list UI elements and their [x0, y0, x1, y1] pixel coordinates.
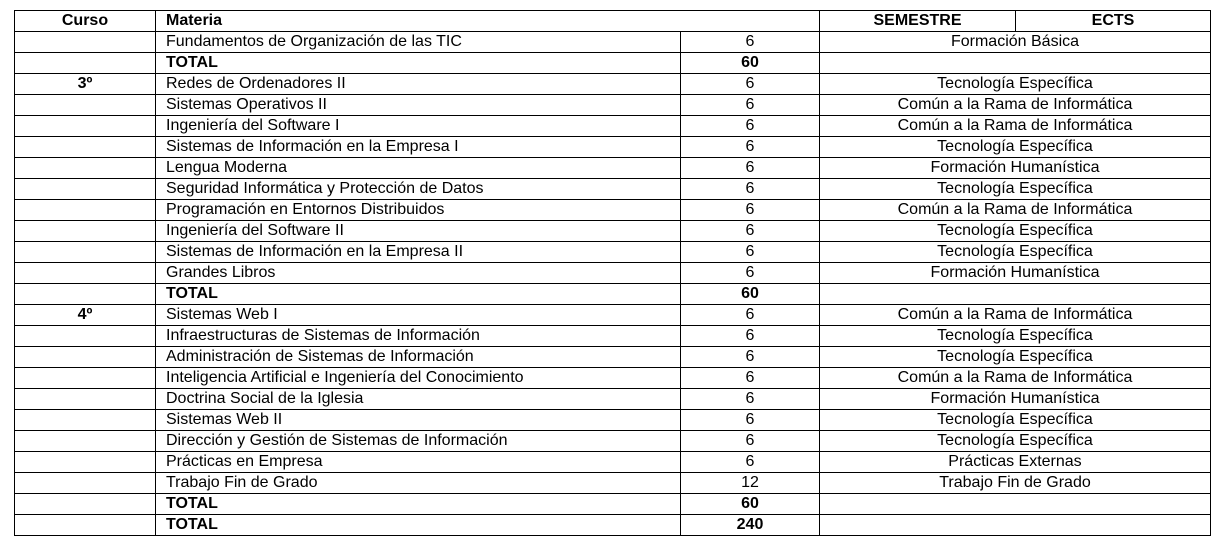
- curriculum-table: [14, 10, 1211, 536]
- cell-curso: [15, 347, 156, 368]
- cell-tipo: [820, 284, 1211, 305]
- cell-tipo: Común a la Rama de Informática: [820, 305, 1211, 326]
- cell-curso: [15, 431, 156, 452]
- table-row: [15, 74, 1211, 95]
- cell-curso: [15, 284, 156, 305]
- table-row: [15, 410, 1211, 431]
- cell-materia: Dirección y Gestión de Sistemas de Información: [156, 431, 681, 452]
- cell-ects: 60: [681, 494, 820, 515]
- cell-tipo: Tecnología Específica: [820, 431, 1211, 452]
- header-row: [15, 11, 1211, 32]
- cell-materia: Ingeniería del Software II: [156, 221, 681, 242]
- table-row: [15, 452, 1211, 473]
- cell-tipo: Tecnología Específica: [820, 74, 1211, 95]
- cell-materia: Programación en Entornos Distribuidos: [156, 200, 681, 221]
- cell-tipo: Tecnología Específica: [820, 221, 1211, 242]
- total-row: [15, 284, 1211, 305]
- cell-curso: [15, 368, 156, 389]
- cell-ects: 6: [681, 158, 820, 179]
- table-row: [15, 368, 1211, 389]
- cell-ects: 6: [681, 116, 820, 137]
- table-row: [15, 32, 1211, 53]
- cell-materia: TOTAL: [156, 494, 681, 515]
- cell-tipo: [820, 53, 1211, 74]
- cell-ects: 6: [681, 410, 820, 431]
- cell-ects: 6: [681, 452, 820, 473]
- total-row: [15, 515, 1211, 536]
- cell-tipo: Común a la Rama de Informática: [820, 116, 1211, 137]
- table-row: [15, 179, 1211, 200]
- cell-tipo: [820, 515, 1211, 536]
- cell-tipo: Tecnología Específica: [820, 179, 1211, 200]
- table-row: [15, 389, 1211, 410]
- curriculum-table-container: [14, 10, 1211, 536]
- cell-curso: [15, 95, 156, 116]
- cell-ects: 6: [681, 95, 820, 116]
- cell-ects: 12: [681, 473, 820, 494]
- cell-materia: TOTAL: [156, 515, 681, 536]
- table-row: [15, 200, 1211, 221]
- cell-ects: 240: [681, 515, 820, 536]
- cell-materia: Lengua Moderna: [156, 158, 681, 179]
- table-body: [15, 32, 1211, 536]
- cell-curso: 4º: [15, 305, 156, 326]
- cell-tipo: Común a la Rama de Informática: [820, 368, 1211, 389]
- cell-materia: Redes de Ordenadores II: [156, 74, 681, 95]
- cell-curso: [15, 515, 156, 536]
- cell-materia: TOTAL: [156, 284, 681, 305]
- cell-curso: [15, 53, 156, 74]
- cell-curso: [15, 473, 156, 494]
- cell-curso: [15, 179, 156, 200]
- cell-tipo: Formación Básica: [820, 32, 1211, 53]
- cell-tipo: Tecnología Específica: [820, 137, 1211, 158]
- cell-ects: 6: [681, 326, 820, 347]
- cell-materia: Infraestructuras de Sistemas de Información: [156, 326, 681, 347]
- cell-materia: Inteligencia Artificial e Ingeniería del Conocimiento: [156, 368, 681, 389]
- cell-ects: 6: [681, 347, 820, 368]
- cell-ects: 6: [681, 74, 820, 95]
- cell-curso: [15, 221, 156, 242]
- cell-materia: Doctrina Social de la Iglesia: [156, 389, 681, 410]
- table-row: [15, 473, 1211, 494]
- cell-curso: [15, 116, 156, 137]
- header-ects: ECTS: [1016, 11, 1211, 32]
- cell-tipo: [820, 494, 1211, 515]
- cell-curso: [15, 32, 156, 53]
- cell-materia: Sistemas de Información en la Empresa I: [156, 137, 681, 158]
- cell-tipo: Trabajo Fin de Grado: [820, 473, 1211, 494]
- table-row: [15, 221, 1211, 242]
- cell-curso: [15, 137, 156, 158]
- header-materia: Materia: [156, 11, 820, 32]
- cell-curso: [15, 263, 156, 284]
- header-semestre: SEMESTRE: [820, 11, 1016, 32]
- cell-ects: 6: [681, 32, 820, 53]
- cell-ects: 6: [681, 137, 820, 158]
- cell-ects: 6: [681, 179, 820, 200]
- cell-materia: Fundamentos de Organización de las TIC: [156, 32, 681, 53]
- total-row: [15, 494, 1211, 515]
- table-row: [15, 95, 1211, 116]
- cell-ects: 60: [681, 53, 820, 74]
- cell-curso: [15, 200, 156, 221]
- table-row: [15, 137, 1211, 158]
- cell-curso: [15, 326, 156, 347]
- cell-curso: [15, 158, 156, 179]
- table-row: [15, 242, 1211, 263]
- cell-materia: Trabajo Fin de Grado: [156, 473, 681, 494]
- table-row: [15, 263, 1211, 284]
- table-row: [15, 326, 1211, 347]
- cell-tipo: Tecnología Específica: [820, 347, 1211, 368]
- cell-materia: Prácticas en Empresa: [156, 452, 681, 473]
- cell-materia: Seguridad Informática y Protección de Datos: [156, 179, 681, 200]
- cell-curso: [15, 242, 156, 263]
- cell-curso: [15, 389, 156, 410]
- table-row: [15, 305, 1211, 326]
- cell-materia: TOTAL: [156, 53, 681, 74]
- total-row: [15, 53, 1211, 74]
- cell-materia: Sistemas Web II: [156, 410, 681, 431]
- cell-materia: Sistemas Web I: [156, 305, 681, 326]
- cell-ects: 6: [681, 263, 820, 284]
- cell-materia: Ingeniería del Software I: [156, 116, 681, 137]
- cell-tipo: Común a la Rama de Informática: [820, 95, 1211, 116]
- cell-tipo: Formación Humanística: [820, 389, 1211, 410]
- table-row: [15, 116, 1211, 137]
- cell-ects: 6: [681, 431, 820, 452]
- cell-curso: 3º: [15, 74, 156, 95]
- cell-ects: 6: [681, 389, 820, 410]
- cell-tipo: Prácticas Externas: [820, 452, 1211, 473]
- cell-tipo: Tecnología Específica: [820, 410, 1211, 431]
- cell-ects: 60: [681, 284, 820, 305]
- cell-tipo: Tecnología Específica: [820, 242, 1211, 263]
- cell-ects: 6: [681, 221, 820, 242]
- table-row: [15, 431, 1211, 452]
- cell-ects: 6: [681, 368, 820, 389]
- cell-materia: Grandes Libros: [156, 263, 681, 284]
- cell-curso: [15, 410, 156, 431]
- cell-ects: 6: [681, 242, 820, 263]
- table-row: [15, 158, 1211, 179]
- cell-tipo: Formación Humanística: [820, 263, 1211, 284]
- cell-tipo: Formación Humanística: [820, 158, 1211, 179]
- cell-materia: Sistemas Operativos II: [156, 95, 681, 116]
- cell-materia: Administración de Sistemas de Información: [156, 347, 681, 368]
- cell-curso: [15, 452, 156, 473]
- table-row: [15, 347, 1211, 368]
- cell-ects: 6: [681, 200, 820, 221]
- cell-ects: 6: [681, 305, 820, 326]
- cell-materia: Sistemas de Información en la Empresa II: [156, 242, 681, 263]
- cell-tipo: Común a la Rama de Informática: [820, 200, 1211, 221]
- cell-curso: [15, 494, 156, 515]
- cell-tipo: Tecnología Específica: [820, 326, 1211, 347]
- header-curso: Curso: [15, 11, 156, 32]
